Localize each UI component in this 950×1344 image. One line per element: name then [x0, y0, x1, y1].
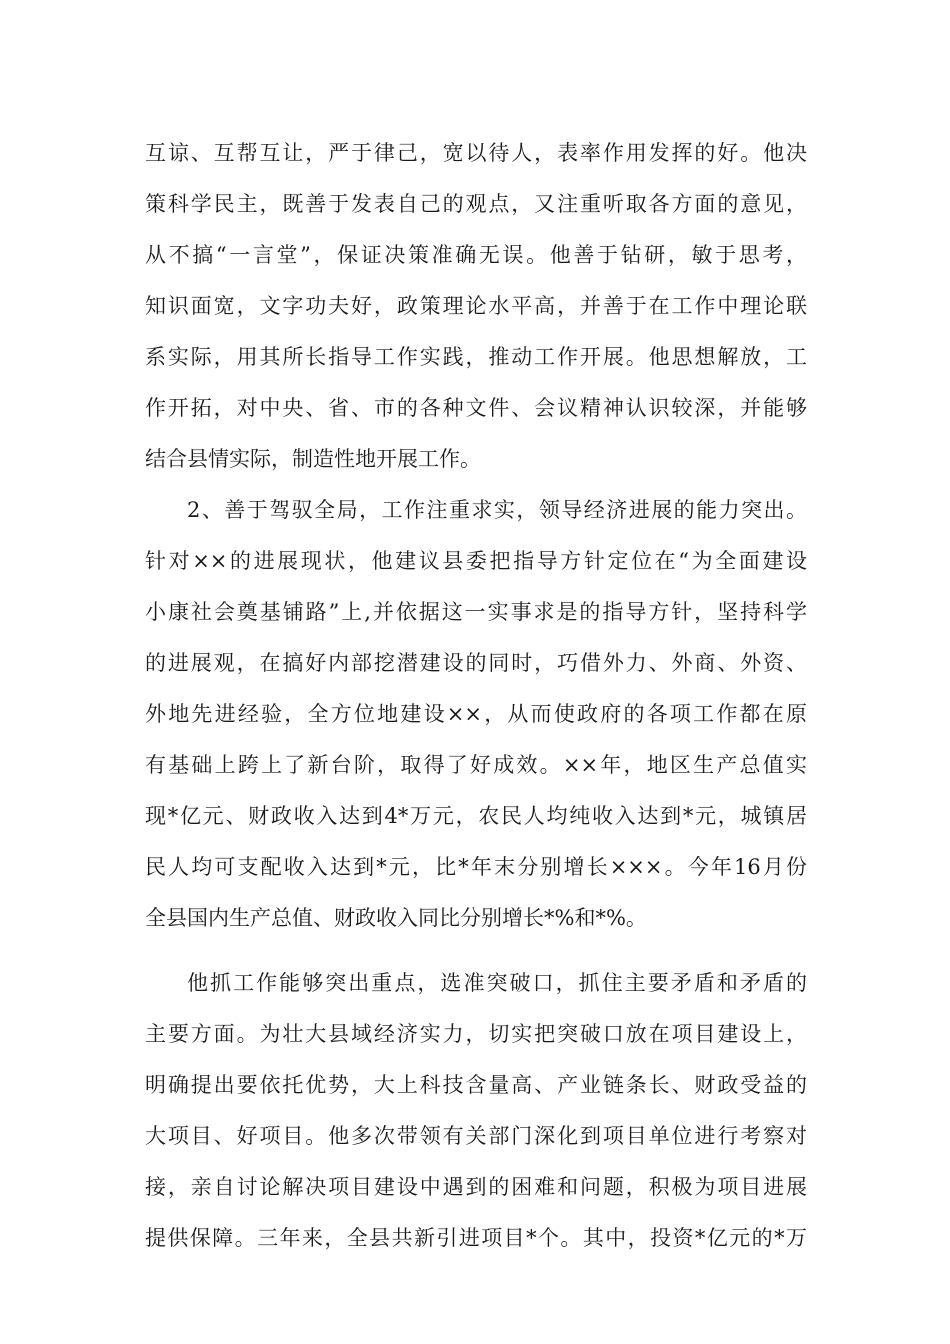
text-line: 系实际，用其所长指导工作实践，推动工作开展。他思想解放，工: [145, 345, 807, 369]
text-line: 外地先进经验，全方位地建设××，从而使政府的各项工作都在原: [145, 702, 807, 726]
paragraph-2: [145, 485, 807, 944]
text-line: 提供保障。三年来，全县共新引进项目*个。其中，投资*亿元的*万: [145, 1226, 807, 1250]
text-line: 现*亿元、财政收入达到4*万元，农民人均纯收入达到*元，城镇居: [145, 804, 807, 828]
text-line: 作开拓，对中央、省、市的各种文件、会议精神认识较深，并能够: [145, 396, 807, 420]
text-line: 明确提出要依托优势，大上科技含量高、产业链条长、财政受益的: [145, 1073, 807, 1097]
text-line: 策科学民主，既善于发表自己的观点，又注重听取各方面的意见，: [145, 192, 807, 216]
text-line: 大项目、好项目。他多次带领有关部门深化到项目单位进行考察对: [145, 1124, 807, 1148]
text-line: 接，亲自讨论解决项目建设中遇到的困难和问题，积极为项目进展: [145, 1175, 807, 1199]
paragraph-3: [145, 958, 807, 1264]
text-line: 2、善于驾驭全局，工作注重求实，领导经济进展的能力突出。: [187, 498, 807, 522]
text-line: 从不搞“一言堂”，保证决策准确无误。他善于钻研，敏于思考，: [145, 243, 807, 267]
text-line: 互谅、互帮互让，严于律己，宽以待人，表率作用发挥的好。他决: [145, 141, 807, 165]
text-line: 民人均可支配收入达到*元，比*年末分别增长×××。今年16月份: [145, 855, 807, 879]
text-line: 针对××的进展现状，他建议县委把指导方针定位在“为全面建设: [145, 549, 807, 573]
text-line: 全县国内生产总值、财政收入同比分别增长*%和*%。: [145, 906, 647, 930]
text-line: 主要方面。为壮大县域经济实力，切实把突破口放在项目建设上，: [145, 1022, 807, 1046]
text-line: 结合县情实际，制造性地开展工作。: [145, 447, 481, 471]
text-line: 有基础上跨上了新台阶，取得了好成效。××年，地区生产总值实: [145, 753, 807, 777]
text-line: 知识面宽，文字功夫好，政策理论水平高，并善于在工作中理论联: [145, 294, 807, 318]
paragraph-spacer: [145, 944, 807, 958]
text-line: 他抓工作能够突出重点，选准突破口，抓住主要矛盾和矛盾的: [187, 971, 807, 995]
text-line: 的进展观，在搞好内部挖潜建设的同时，巧借外力、外商、外资、: [145, 651, 807, 675]
paragraph-1: [145, 128, 807, 485]
document-body: [145, 128, 807, 1264]
text-line: 小康社会奠基铺路”上,并依据这一实事求是的指导方针，坚持科学: [145, 600, 807, 624]
